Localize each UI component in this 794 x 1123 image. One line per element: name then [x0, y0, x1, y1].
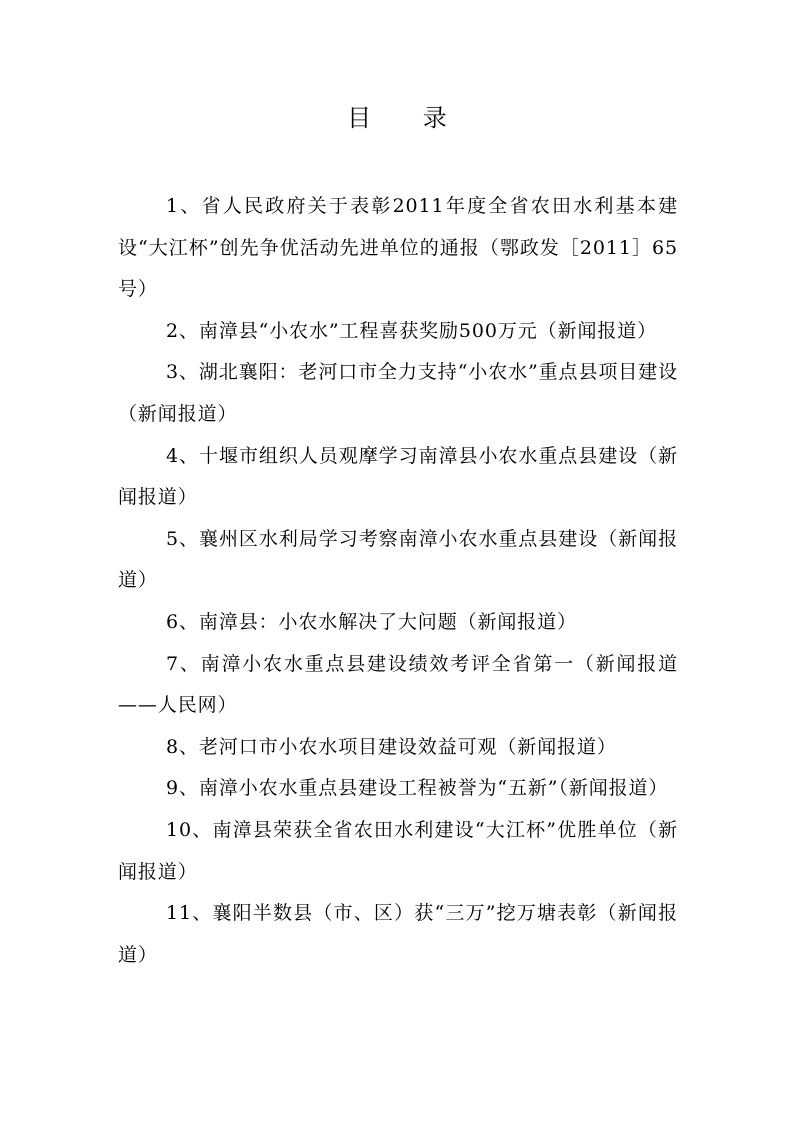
- toc-entry-4: 4、十堰市组织人员观摩学习南漳县小农水重点县建设（新闻报道）: [118, 444, 678, 509]
- toc-entry-9: 9、南漳小农水重点县建设工程被誉为“五新”（新闻报道）: [166, 777, 669, 800]
- toc-entry-2: 2、南漳县“小农水”工程喜获奖励500万元（新闻报道）: [166, 319, 658, 342]
- table-of-contents: [118, 186, 678, 976]
- page-title: 目 录: [347, 104, 469, 132]
- toc-entry-10: 10、南漳县荣获全省农田水利建设“大江杯”优胜单位（新闻报道）: [118, 818, 678, 883]
- toc-entry-1: 1、省人民政府关于表彰2011年度全省农田水利基本建设“大江杯”创先争优活动先进单位的通报（鄂政发［2011］65号）: [118, 195, 678, 301]
- toc-entry-5: 5、襄州区水利局学习考察南漳小农水重点县建设（新闻报道）: [118, 527, 678, 592]
- toc-entry-7: 7、南漳小农水重点县建设绩效考评全省第一（新闻报道——人民网）: [118, 652, 678, 717]
- toc-entry-11: 11、襄阳半数县（市、区）获“三万”挖万塘表彰（新闻报道）: [118, 902, 678, 966]
- toc-entry-6: 6、南漳县：小农水解决了大问题（新闻报道）: [166, 610, 577, 633]
- toc-entry-3: 3、湖北襄阳：老河口市全力支持“小农水”重点县项目建设（新闻报道）: [118, 361, 678, 425]
- toc-entry-8: 8、老河口市小农水项目建设效益可观（新闻报道）: [166, 735, 617, 758]
